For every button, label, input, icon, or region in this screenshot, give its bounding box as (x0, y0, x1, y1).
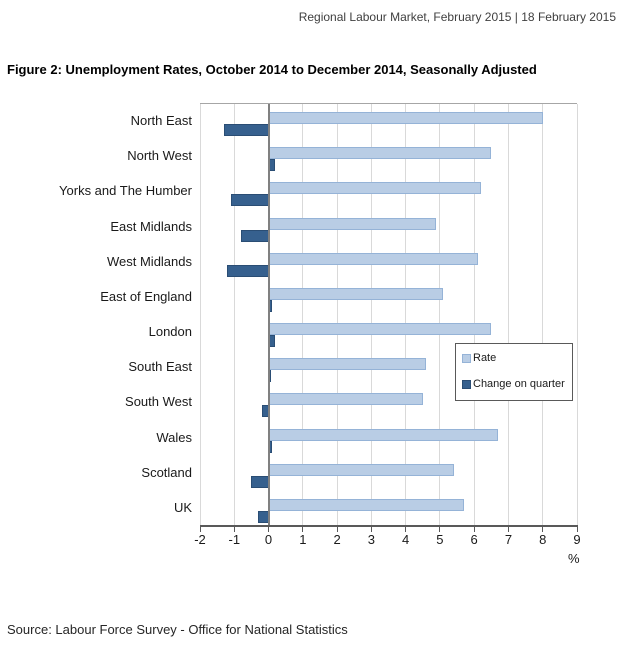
legend-swatch-change (462, 380, 471, 389)
bar-rate (269, 288, 444, 300)
bar-change (269, 335, 276, 347)
gridline (234, 104, 235, 526)
bar-rate (269, 499, 464, 511)
category-label: West Midlands (106, 253, 192, 269)
figure-title: Figure 2: Unemployment Rates, October 2014 to December 2014, Seasonally Adjusted (7, 62, 537, 77)
category-label: South East (128, 359, 192, 375)
gridline (508, 104, 509, 526)
x-tick-label: -1 (228, 532, 241, 547)
report-header: Regional Labour Market, February 2015 | 18 February 2015 (298, 10, 616, 24)
gridline (542, 104, 543, 526)
x-tick-label: 9 (573, 532, 581, 547)
category-label: East Midlands (110, 218, 192, 234)
x-axis-line (200, 525, 578, 527)
x-tick-label: 3 (367, 532, 375, 547)
bar-rate (269, 147, 492, 159)
category-label: UK (173, 499, 192, 515)
x-tick-label: 0 (264, 532, 273, 547)
bar-change (241, 230, 268, 242)
bar-rate (269, 182, 481, 194)
x-tick-label: 6 (470, 532, 478, 547)
x-tick-label: 2 (333, 532, 341, 547)
x-tick-label: 1 (299, 532, 307, 547)
gridline (577, 104, 578, 526)
bar-rate (269, 253, 478, 265)
bar-change (227, 265, 268, 277)
category-label: North East (130, 113, 192, 129)
source-note: Source: Labour Force Survey - Office for National Statistics (7, 622, 348, 637)
legend-item (462, 351, 496, 365)
category-label: London (148, 324, 192, 340)
bar-rate (269, 323, 492, 335)
bar-rate (269, 429, 499, 441)
x-tick-label: 5 (436, 532, 444, 547)
category-label: East of England (100, 288, 192, 304)
bar-rate (269, 464, 454, 476)
legend (455, 343, 573, 401)
bar-rate (269, 393, 423, 405)
category-label: South West (125, 394, 192, 410)
bar-change (231, 194, 269, 206)
x-tick-label: 7 (504, 532, 513, 547)
legend-label: Change on quarter (473, 378, 565, 390)
bar-change (269, 159, 276, 171)
x-tick-label: 4 (402, 532, 410, 547)
bar-change (224, 124, 269, 136)
bar-rate (269, 218, 437, 230)
legend-swatch-rate (462, 354, 471, 363)
category-label: Scotland (141, 464, 192, 480)
zero-axis-line (268, 104, 270, 526)
legend-item (462, 377, 565, 391)
x-axis-unit-label: % (568, 551, 580, 566)
gridline (474, 104, 475, 526)
category-label: Wales (156, 429, 192, 445)
category-label: Yorks and The Humber (59, 183, 192, 199)
plot-area (200, 103, 577, 526)
bar-rate (269, 358, 427, 370)
category-label: North West (127, 148, 192, 164)
bar-rate (269, 112, 543, 124)
x-tick-label: 8 (539, 532, 547, 547)
x-tick-label: -2 (194, 532, 206, 547)
category-axis (0, 103, 192, 525)
legend-label: Rate (473, 352, 497, 364)
gridline (200, 104, 201, 526)
bar-change (251, 476, 268, 488)
